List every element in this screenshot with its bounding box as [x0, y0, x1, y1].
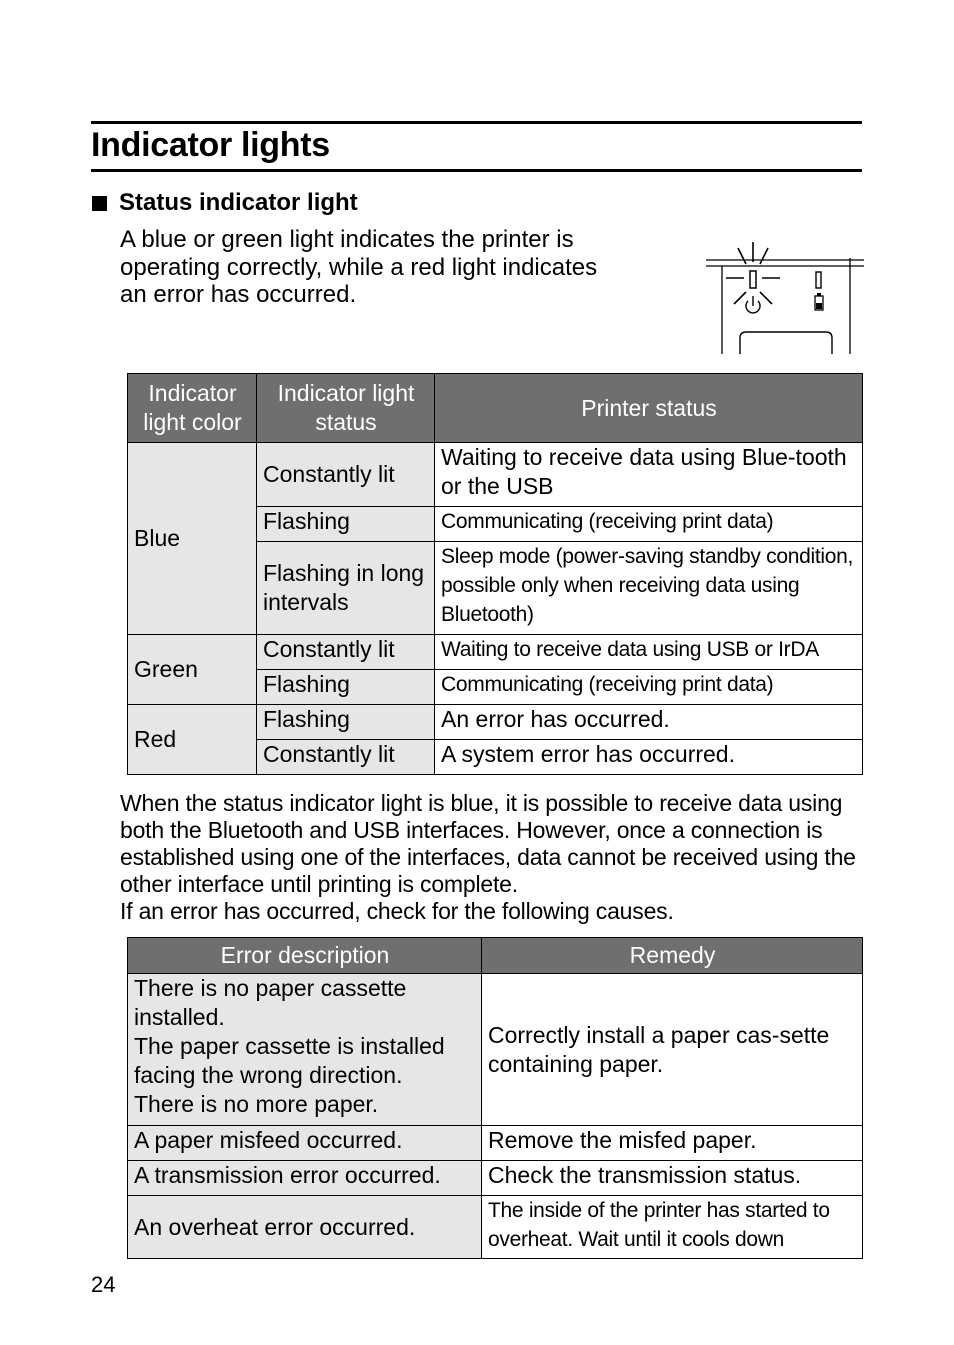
error-line: There is no paper cassette installed.	[134, 975, 407, 1030]
bluetooth-usb-note	[120, 790, 865, 925]
printer-status-cell: A system error has occurred.	[435, 740, 863, 775]
error-cell	[128, 974, 482, 1126]
printer-status-cell: Waiting to receive data using USB or IrDA	[435, 635, 863, 670]
printer-status-cell: Communicating (receiving print data)	[435, 507, 863, 542]
header-light-color: Indicator light color	[128, 374, 257, 443]
printer-status-cell: Communicating (receiving print data)	[435, 670, 863, 705]
section-heading	[92, 187, 358, 219]
remedy-cell: Check the transmission status.	[482, 1161, 863, 1196]
error-cell	[128, 1126, 482, 1161]
note-lead-in: If an error has occurred, check for the following causes.	[120, 898, 674, 924]
error-cell	[128, 1161, 482, 1196]
color-cell-blue: Blue	[128, 443, 257, 635]
error-line: A paper misfeed occurred.	[134, 1127, 403, 1153]
error-line: An overheat error occurred.	[134, 1213, 416, 1240]
error-line: There is no more paper.	[134, 1091, 379, 1117]
intro-line: A blue or green light indicates the printer is	[120, 226, 574, 253]
status-cell: Constantly lit	[257, 443, 435, 507]
remedy-cell: The inside of the printer has started to overheat. Wait until it cools down	[482, 1196, 863, 1259]
page-number: 24	[91, 1272, 116, 1297]
battery-icon	[815, 293, 823, 310]
status-cell: Constantly lit	[257, 740, 435, 775]
printer-status-cell: Sleep mode (power-saving standby condition, possible only when receiving data using Bluetooth)	[435, 542, 863, 635]
remedy-cell: Correctly install a paper cas-sette containing paper.	[482, 974, 863, 1126]
status-cell: Flashing	[257, 670, 435, 705]
status-indicator-table	[127, 373, 863, 775]
note-paragraph: When the status indicator light is blue, it is possible to receive data using both the Bluetooth and USB interfaces. However, once a connection is established using one of the interfaces, data cannot be received using the other interface until printing is complete.	[120, 790, 856, 897]
section-heading-text: Status indicator light	[119, 189, 358, 216]
intro-line: operating correctly, while a red light indicates	[120, 253, 598, 281]
printer-status-cell: Waiting to receive data using Blue-tooth or the USB	[435, 443, 863, 507]
remedy-cell: Remove the misfed paper.	[482, 1126, 863, 1161]
header-printer-status: Printer status	[435, 374, 863, 443]
error-line: The paper cassette is installed facing the wrong direction.	[134, 1033, 445, 1088]
color-cell-green: Green	[128, 635, 257, 705]
page-title: Indicator lights	[91, 126, 330, 164]
intro-line: an error has occurred.	[120, 281, 357, 308]
header-error-description: Error description	[128, 938, 482, 974]
status-cell: Flashing	[257, 507, 435, 542]
square-bullet-icon	[92, 196, 107, 211]
intro-text	[120, 226, 680, 309]
status-cell: Constantly lit	[257, 635, 435, 670]
status-light-icon	[750, 271, 756, 288]
power-icon	[746, 296, 760, 313]
header-light-status: Indicator light status	[257, 374, 435, 443]
header-remedy: Remedy	[482, 938, 863, 974]
error-cell	[128, 1196, 482, 1259]
charge-light-icon	[816, 272, 821, 288]
title-rule-bottom	[91, 169, 862, 172]
color-cell-red: Red	[128, 705, 257, 775]
printer-indicator-diagram	[704, 238, 864, 358]
error-remedy-table	[127, 937, 863, 1259]
status-cell: Flashing	[257, 705, 435, 740]
error-line: A transmission error occurred.	[134, 1162, 441, 1188]
printer-status-cell: An error has occurred.	[435, 705, 863, 740]
status-cell: Flashing in long intervals	[257, 542, 435, 635]
